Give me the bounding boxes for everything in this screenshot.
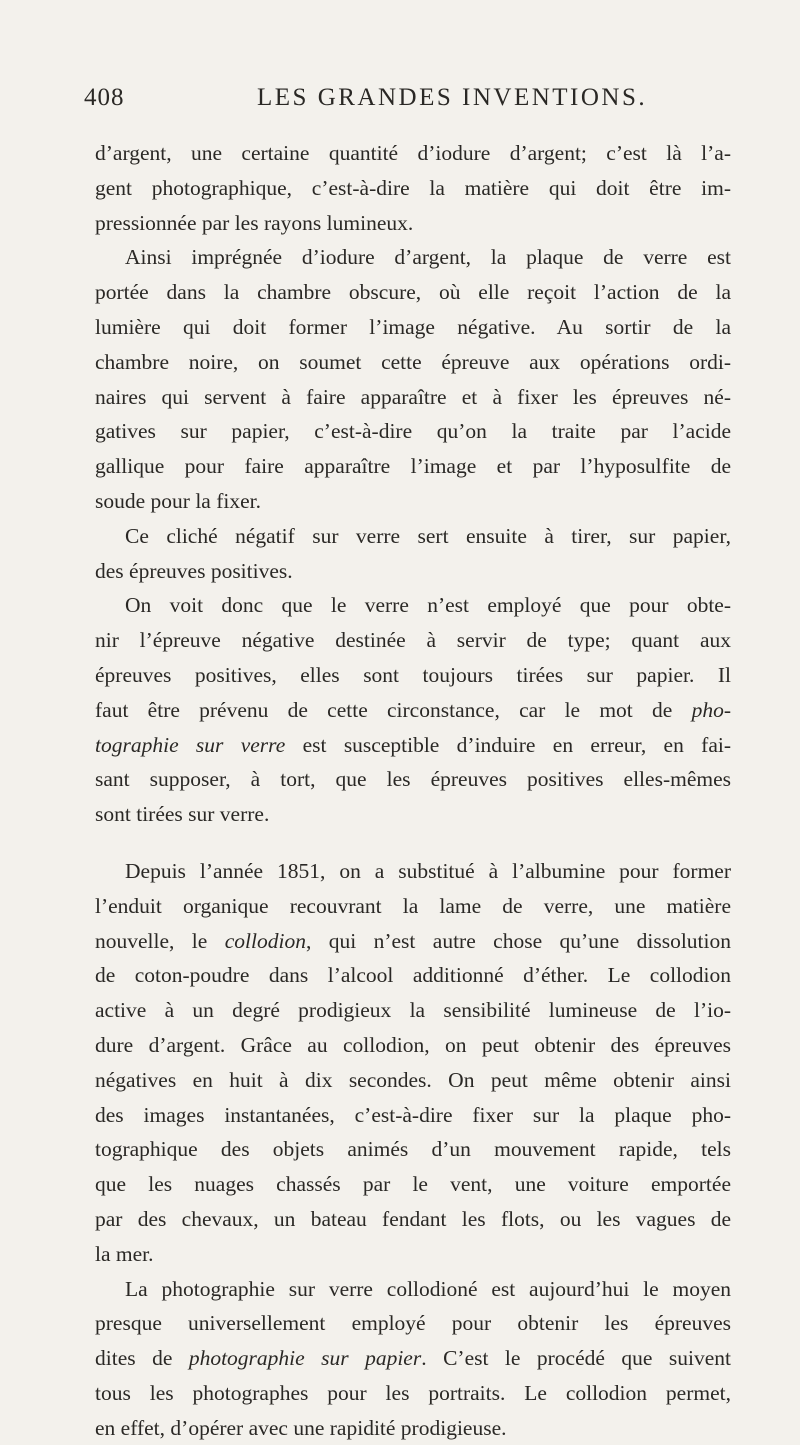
text-line: portée dans la chambre obscure, où elle reçoit l’action de la <box>95 280 731 305</box>
text-line <box>95 924 731 959</box>
italic-term: collodion <box>224 928 306 953</box>
text-segment: est susceptible d’induire en erreur, en fai- <box>285 732 731 757</box>
text-line: gallique pour faire apparaître l’image et par l’hyposulfite de <box>95 454 731 479</box>
text-line: pressionnée par les rayons lumineux. <box>95 210 414 235</box>
text-line: On voit donc que le verre n’est employé que pour obte- <box>125 593 731 618</box>
text-line: des images instantanées, c’est-à-dire fixer sur la plaque pho- <box>95 1102 731 1127</box>
text-line: lumière qui doit former l’image négative. Au sortir de la <box>95 314 731 339</box>
text-segment: dites de <box>95 1346 189 1371</box>
text-line: gatives sur papier, c’est-à-dire qu’on la traite par l’acide <box>95 419 731 444</box>
text-segment: faut être prévenu de cette circonstance, car le mot de <box>95 697 692 722</box>
text-line: naires qui servent à faire apparaître et à fixer les épreuves né- <box>95 384 731 409</box>
text-line: tographique des objets animés d’un mouvement rapide, tels <box>95 1137 731 1162</box>
text-line: sont tirées sur verre. <box>95 802 270 827</box>
text-line: en effet, d’opérer avec une rapidité prodigieuse. <box>95 1415 507 1440</box>
text-line <box>95 693 731 728</box>
text-line: sant supposer, à tort, que les épreuves positives elles-mêmes <box>95 767 731 792</box>
text-line: Ce cliché négatif sur verre sert ensuite à tirer, sur papier, <box>125 523 731 548</box>
text-line <box>95 728 731 763</box>
text-segment: , qui n’est autre chose qu’une dissolution <box>305 928 731 953</box>
text-line: la mer. <box>95 1241 154 1266</box>
text-line: La photographie sur verre collodioné est aujourd’hui le moyen <box>125 1276 731 1301</box>
text-segment: nouvelle, le <box>95 928 225 953</box>
text-line: épreuves positives, elles sont toujours tirées sur papier. Il <box>95 662 731 687</box>
text-line: d’argent, une certaine quantité d’iodure d’argent; c’est là l’a- <box>95 141 731 165</box>
text-line: nir l’épreuve négative destinée à servir de type; quant aux <box>95 628 731 653</box>
text-line: chambre noire, on soumet cette épreuve aux opérations ordi- <box>95 349 731 374</box>
text-line: par des chevaux, un bateau fendant les flots, ou les vagues de <box>95 1206 731 1231</box>
italic-term: tographie sur verre <box>95 732 286 757</box>
text-line: tous les photographes pour les portraits. Le collodion permet, <box>95 1380 731 1405</box>
text-line <box>95 1341 731 1376</box>
text-line: Depuis l’année 1851, on a substitué à l’albumine pour former <box>125 858 731 883</box>
text-line: négatives en huit à dix secondes. On peut même obtenir ainsi <box>95 1067 731 1092</box>
italic-term: photographie sur papier <box>188 1346 422 1371</box>
paragraph-gap <box>95 832 731 854</box>
page-number: 408 <box>84 84 125 111</box>
text-line: soude pour la fixer. <box>95 488 261 513</box>
text-line: dure d’argent. Grâce au collodion, on peut obtenir des épreuves <box>95 1032 731 1057</box>
text-segment: . C’est le procédé que suivent <box>421 1346 731 1371</box>
text-line: que les nuages chassés par le vent, une voiture emportée <box>95 1172 731 1197</box>
text-line: l’enduit organique recouvrant la lame de verre, une matière <box>95 893 731 918</box>
body-text <box>95 136 731 1445</box>
text-line: Ainsi imprégnée d’iodure d’argent, la plaque de verre est <box>125 245 731 270</box>
text-line: de coton-poudre dans l’alcool additionné d’éther. Le collodion <box>95 963 731 988</box>
running-title: LES GRANDES INVENTIONS. <box>257 84 648 111</box>
text-line: active à un degré prodigieux la sensibilité lumineuse de l’io- <box>95 998 731 1023</box>
text-line: presque universellement employé pour obtenir les épreuves <box>95 1311 731 1336</box>
text-line: des épreuves positives. <box>95 558 293 583</box>
text-line: gent photographique, c’est-à-dire la matière qui doit être im- <box>95 175 731 200</box>
italic-term: pho- <box>691 697 731 722</box>
